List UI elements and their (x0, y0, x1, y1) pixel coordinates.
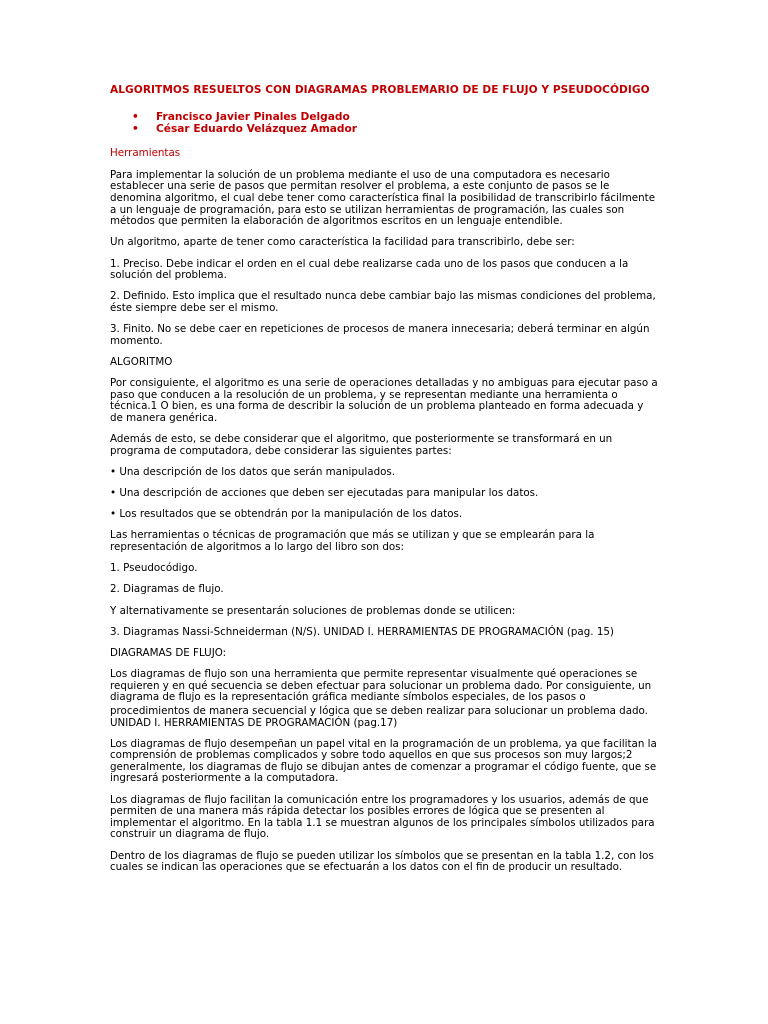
paragraph-definido: 2. Definido. Esto implica que el resultado nunca debe cambiar bajo las mismas condiciones del problema, éste siempre debe ser el mismo. (110, 290, 656, 314)
author-name: Francisco Javier Pinales Delgado (156, 111, 350, 123)
list-item-pseudocodigo: 1. Pseudocódigo. (110, 562, 198, 575)
author-item (110, 123, 658, 135)
list-item-resultados: • Los resultados que se obtendrán por la manipulación de los datos. (110, 508, 463, 521)
list-item-diagramas: 2. Diagramas de flujo. (110, 583, 224, 596)
subheading-diagramas-de-flujo: DIAGRAMAS DE FLUJO: (110, 646, 227, 659)
paragraph-flowchart-symbols: Dentro de los diagramas de flujo se pueden utilizar los símbolos que se presentan en la tabla 1.2, con los cuales se indican las operaciones que se efectuarán a los datos con el fin de producir un resultado. (110, 849, 654, 874)
author-list (110, 111, 658, 136)
paragraph-algorithm-traits: Un algoritmo, aparte de tener como característica la facilidad para transcribirlo, debe ser: (110, 236, 575, 249)
subheading-algoritmo: ALGORITMO (110, 355, 173, 368)
document-title: ALGORITMOS RESUELTOS CON DIAGRAMAS PROBLEMARIO DE DE FLUJO Y PSEUDOCÓDIGO (110, 84, 650, 96)
paragraph-alternative: Y alternativamente se presentarán soluciones de problemas donde se utilicen: (110, 604, 516, 617)
paragraph-intro: Para implementar la solución de un problema mediante el uso de una computadora es necesario establecer una serie de pasos que permitan resolver el problema, a este conjunto de pasos se le denomina algoritmo, el cual debe tener como característica final la posibilidad de transcribirlo fácilmente a un lenguaje de programación, para esto se utilizan herramientas de programación, las cuales son métodos que permiten la elaboración de algoritmos escritos en un lenguaje entendible. (110, 168, 656, 228)
paragraph-tools: Las herramientas o técnicas de programación que más se utilizan y que se emplearán para la representación de algoritmos a lo largo del libro son dos: (110, 529, 595, 553)
paragraph-flowchart-procedures: procedimientos de manera secuencial y lógica que se deben realizar para solucionar un problema dado. UNIDAD I. HERRAMIENTAS DE PROGRAMACIÓN (pag.17) (110, 704, 648, 729)
author-name: César Eduardo Velázquez Amador (156, 123, 357, 136)
paragraph-flowchart-communication: Los diagramas de flujo facilitan la comunicación entre los programadores y los usuarios, además de que permiten de una manera más rápida detectar los posibles errores de lógica que se presenten al implementar el algoritmo. En la tabla 1.1 se muestran algunos de los principales símbolos utilizados para construir un diagrama de flujo. (110, 793, 655, 841)
document-page (110, 84, 658, 883)
list-item-nassi: 3. Diagramas Nassi-Schneiderman (N/S). UNIDAD I. HERRAMIENTAS DE PROGRAMACIÓN (pag. 15) (110, 625, 614, 638)
list-item-datos: • Una descripción de los datos que serán manipulados. (110, 465, 396, 478)
section-heading: Herramientas (110, 146, 181, 159)
paragraph-flowchart-role: Los diagramas de flujo desempeñan un papel vital en la programación de un problema, ya que facilitan la comprensión de problemas complicados y sobre todo aquellos en que sus procesos son muy largos;2 generalmente, los diagramas de flujo se dibujan antes de comenzar a programar el código fuente, que se ingresará posteriormente a la computadora. (110, 737, 657, 785)
paragraph-algorithm-definition: Por consiguiente, el algoritmo es una serie de operaciones detalladas y no ambiguas para ejecutar paso a paso que conducen a la resolución de un problema, y se representan mediante una herramienta o técnica.1 O bien, es una forma de describir la solución de un problema planteado en forma adecuada y de manera genérica. (110, 377, 658, 424)
bullet-icon: • (132, 111, 139, 123)
paragraph-flowchart-definition: Los diagramas de flujo son una herramienta que permite representar visualmente qué operaciones se requieren y en qué secuencia se deben efectuar para solucionar un problema dado. Por consiguiente, un diagrama de flujo es la representación gráfica mediante símbolos especiales, de los pasos o (110, 668, 652, 704)
paragraph-preciso: 1. Preciso. Debe indicar el orden en el cual debe realizarse cada uno de los pasos que conducen a la solución del problema. (110, 257, 629, 282)
bullet-icon: • (132, 123, 139, 136)
list-item-acciones: • Una descripción de acciones que deben ser ejecutadas para manipular los datos. (110, 487, 539, 500)
paragraph-finito: 3. Finito. No se debe caer en repeticiones de procesos de manera innecesaria; deberá terminar en algún momento. (110, 323, 650, 347)
paragraph-algorithm-parts: Además de esto, se debe considerar que el algoritmo, que posteriormente se transformará en un programa de computadora, debe considerar las siguientes partes: (110, 433, 613, 457)
author-item (110, 111, 658, 123)
